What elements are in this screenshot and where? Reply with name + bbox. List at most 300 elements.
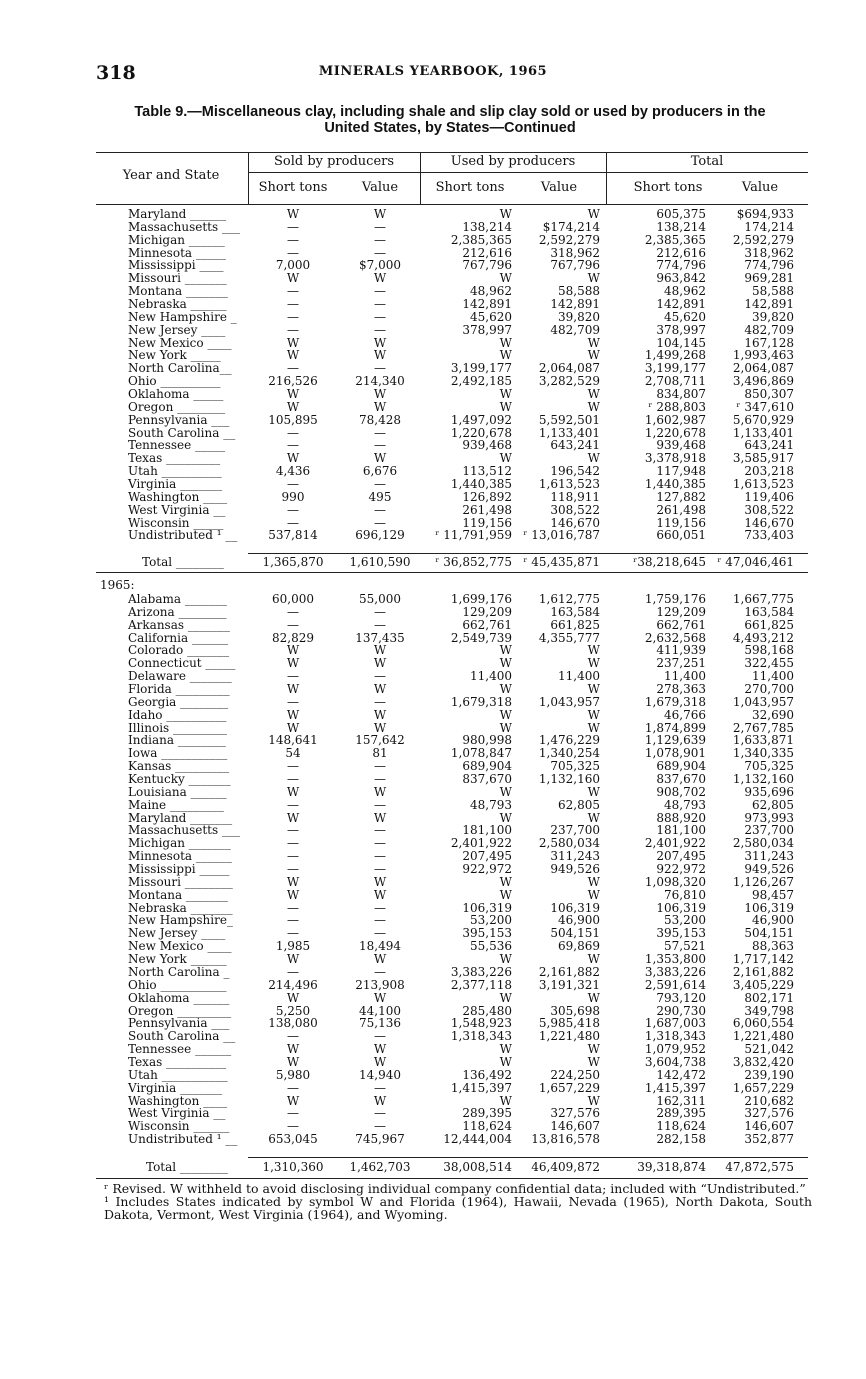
state-name: Pennsylvania ___ bbox=[128, 1016, 230, 1031]
cell: 2,767,785 bbox=[732, 720, 794, 735]
cell: 48,793 bbox=[664, 797, 706, 812]
cell: 662,761 bbox=[656, 617, 706, 632]
cell: 224,250 bbox=[550, 1067, 600, 1082]
cell: W bbox=[587, 990, 600, 1005]
cell: W bbox=[499, 874, 512, 889]
table-row bbox=[0, 414, 866, 427]
table-row bbox=[0, 208, 866, 221]
cell: 802,171 bbox=[744, 990, 794, 1005]
cell: W bbox=[373, 387, 387, 402]
cell: 3,378,918 bbox=[644, 451, 706, 466]
cell: 38,008,514 bbox=[443, 1160, 512, 1174]
table-title-line-1: Table 9.—Miscellaneous clay, including shale and slip clay sold or used by producers in the bbox=[134, 104, 766, 120]
cell: W bbox=[587, 387, 600, 402]
group-header-total: Total bbox=[690, 154, 724, 169]
cell: 142,472 bbox=[656, 1067, 706, 1082]
cell: 62,805 bbox=[752, 797, 794, 812]
cell: 378,997 bbox=[462, 322, 512, 337]
cell: W bbox=[373, 720, 387, 735]
cell: — bbox=[374, 862, 386, 877]
cell: 106,319 bbox=[462, 900, 512, 915]
cell: 318,962 bbox=[744, 245, 794, 260]
cell: 142,891 bbox=[656, 297, 706, 312]
cell: 213,908 bbox=[355, 977, 405, 992]
cell: 3,199,177 bbox=[644, 361, 706, 376]
state-name: Tennessee _____ bbox=[128, 438, 226, 453]
state-name: South Carolina __ bbox=[128, 425, 236, 440]
cell: 162,311 bbox=[656, 1093, 706, 1108]
cell: — bbox=[287, 1080, 299, 1095]
cell: — bbox=[374, 797, 386, 812]
cell: W bbox=[587, 784, 600, 799]
cell: 1,613,523 bbox=[732, 477, 794, 492]
cell: 14,940 bbox=[359, 1067, 401, 1082]
table-row bbox=[0, 529, 866, 542]
cell: 11,400 bbox=[752, 669, 794, 684]
cell: 48,793 bbox=[470, 797, 512, 812]
cell: — bbox=[287, 849, 299, 864]
cell: 181,100 bbox=[656, 823, 706, 838]
cell: 3,383,226 bbox=[450, 964, 512, 979]
cell: 1,133,401 bbox=[538, 425, 600, 440]
cell: — bbox=[374, 502, 386, 517]
cell: 237,251 bbox=[656, 656, 706, 671]
cell: — bbox=[287, 926, 299, 941]
state-name: Wisconsin _____ bbox=[128, 515, 224, 530]
cell: 2,708,711 bbox=[644, 374, 706, 389]
cell: — bbox=[374, 515, 386, 530]
cell: W bbox=[499, 643, 512, 658]
cell: 327,576 bbox=[744, 1106, 794, 1121]
cell: W bbox=[587, 348, 600, 363]
cell: 1,687,003 bbox=[644, 1016, 706, 1031]
state-name: Nebraska _______ bbox=[128, 900, 233, 915]
cell: 1,759,176 bbox=[644, 592, 706, 606]
cell: 46,900 bbox=[558, 913, 600, 928]
cell: — bbox=[374, 322, 386, 337]
cell: 106,319 bbox=[550, 900, 600, 915]
cell: 146,607 bbox=[744, 1119, 794, 1134]
cell: 2,492,185 bbox=[450, 374, 512, 389]
cell: 1,415,397 bbox=[450, 1080, 512, 1095]
page-number: 318 bbox=[96, 62, 136, 84]
cell: W bbox=[373, 682, 387, 697]
state-name: Florida _________ bbox=[128, 682, 230, 697]
cell: 47,872,575 bbox=[725, 1160, 794, 1174]
cell: 3,604,738 bbox=[644, 1054, 706, 1069]
cell: 3,585,917 bbox=[732, 451, 794, 466]
state-name: Wisconsin ______ bbox=[128, 1119, 230, 1134]
cell: W bbox=[286, 990, 300, 1005]
cell: 1,633,871 bbox=[732, 733, 794, 748]
state-name: New York ______ bbox=[128, 952, 227, 967]
cell: W bbox=[286, 348, 300, 363]
state-name: Kentucky _______ bbox=[128, 772, 231, 787]
table-top-rule bbox=[96, 152, 808, 153]
cell: W bbox=[373, 887, 387, 902]
cell: 653,045 bbox=[268, 1132, 318, 1147]
table-row bbox=[0, 491, 866, 504]
cell: 605,375 bbox=[656, 207, 706, 221]
cell: — bbox=[287, 438, 299, 453]
cell: 142,891 bbox=[744, 297, 794, 312]
cell: W bbox=[499, 335, 512, 350]
cell: 327,576 bbox=[550, 1106, 600, 1121]
cell: W bbox=[286, 707, 300, 722]
state-name: Montana _______ bbox=[128, 284, 228, 299]
state-name: Maryland ______ bbox=[128, 207, 227, 221]
cell: W bbox=[587, 720, 600, 735]
cell: — bbox=[374, 913, 386, 928]
cell: 207,495 bbox=[656, 849, 706, 864]
cell: W bbox=[499, 990, 512, 1005]
cell: 55,536 bbox=[470, 939, 512, 954]
cell: 4,436 bbox=[275, 464, 311, 479]
cell: 11,400 bbox=[558, 669, 600, 684]
cell: 46,900 bbox=[752, 913, 794, 928]
cell: — bbox=[287, 964, 299, 979]
cell: 1,874,899 bbox=[644, 720, 706, 735]
cell: 7,000 bbox=[275, 258, 311, 273]
cell: 482,709 bbox=[744, 322, 794, 337]
state-name: Montana _______ bbox=[128, 887, 228, 902]
cell: 378,997 bbox=[656, 322, 706, 337]
table-row bbox=[0, 889, 866, 902]
cell: 1,657,229 bbox=[732, 1080, 794, 1095]
cell: 6,676 bbox=[362, 464, 398, 479]
year-label: 1965: bbox=[100, 578, 135, 592]
cell: W bbox=[286, 387, 300, 402]
cell: 1,613,523 bbox=[538, 477, 600, 492]
state-name: West Virginia __ bbox=[128, 1106, 226, 1121]
cell: 834,807 bbox=[656, 387, 706, 402]
cell: W bbox=[499, 784, 512, 799]
section-divider-rule bbox=[96, 572, 808, 573]
cell: 4,493,212 bbox=[732, 630, 794, 645]
cell: 289,395 bbox=[656, 1106, 706, 1121]
cell: 1,985 bbox=[275, 939, 311, 954]
cell: 237,700 bbox=[744, 823, 794, 838]
cell: 119,406 bbox=[744, 489, 794, 504]
cell: 82,829 bbox=[272, 630, 314, 645]
cell: — bbox=[374, 438, 386, 453]
section-1965 bbox=[0, 593, 866, 1146]
cell: W bbox=[587, 399, 600, 414]
cell: 5,985,418 bbox=[538, 1016, 600, 1031]
cell: 939,468 bbox=[656, 438, 706, 453]
state-name: New York _____ bbox=[128, 348, 221, 363]
cell: 1,221,480 bbox=[538, 1029, 600, 1044]
cell: 214,340 bbox=[355, 374, 405, 389]
table-row bbox=[0, 966, 866, 979]
cell: 482,709 bbox=[550, 322, 600, 337]
cell: 661,825 bbox=[744, 617, 794, 632]
cell: 1,699,176 bbox=[450, 592, 512, 606]
cell: W bbox=[286, 271, 300, 286]
cell: W bbox=[373, 990, 387, 1005]
state-name: New Jersey ____ bbox=[128, 322, 226, 337]
cell: 113,512 bbox=[462, 464, 512, 479]
cell: 106,319 bbox=[744, 900, 794, 915]
cell: 774,796 bbox=[656, 258, 706, 273]
cell: — bbox=[374, 232, 386, 247]
cell: 270,700 bbox=[744, 682, 794, 697]
cell: 5,670,929 bbox=[732, 412, 794, 427]
cell: — bbox=[287, 694, 299, 709]
table-row bbox=[0, 1043, 866, 1056]
state-name: Oklahoma _____ bbox=[128, 387, 224, 402]
cell: 181,100 bbox=[462, 823, 512, 838]
cell: ʳ 11,791,959 bbox=[435, 528, 512, 543]
cell: 908,702 bbox=[656, 784, 706, 799]
cell: — bbox=[287, 617, 299, 632]
cell: 939,468 bbox=[462, 438, 512, 453]
table-row bbox=[0, 478, 866, 491]
state-name: Connecticut _____ bbox=[128, 656, 236, 671]
cell: — bbox=[374, 477, 386, 492]
cell: 12,444,004 bbox=[443, 1132, 512, 1147]
cell: — bbox=[374, 297, 386, 312]
cell: — bbox=[287, 759, 299, 774]
cell: — bbox=[287, 515, 299, 530]
cell: — bbox=[287, 1029, 299, 1044]
cell: 1,310,360 bbox=[262, 1160, 324, 1174]
cell: W bbox=[286, 643, 300, 658]
cell: — bbox=[374, 361, 386, 376]
cell: W bbox=[499, 810, 512, 825]
cell: 1,318,343 bbox=[644, 1029, 706, 1044]
cell: — bbox=[287, 669, 299, 684]
cell: W bbox=[587, 656, 600, 671]
cell: W bbox=[499, 271, 512, 286]
cell: 1,078,847 bbox=[450, 746, 512, 761]
cell: — bbox=[287, 797, 299, 812]
cell: ʳ 347,610 bbox=[736, 399, 794, 414]
cell: 689,904 bbox=[462, 759, 512, 774]
cell: 733,403 bbox=[744, 528, 794, 543]
cell: 1,657,229 bbox=[538, 1080, 600, 1095]
cell: — bbox=[287, 862, 299, 877]
cell: W bbox=[373, 1093, 387, 1108]
cell: 142,891 bbox=[462, 297, 512, 312]
footnotes bbox=[104, 1182, 812, 1221]
section-1965-total bbox=[0, 1161, 866, 1174]
cell: W bbox=[373, 399, 387, 414]
state-name: Mississippi _____ bbox=[128, 862, 230, 877]
state-name: Texas _________ bbox=[128, 451, 221, 466]
state-name: Colorado _______ bbox=[128, 643, 230, 658]
table-row bbox=[0, 1133, 866, 1146]
cell: 196,542 bbox=[550, 464, 600, 479]
cell: 105,895 bbox=[268, 412, 318, 427]
cell: W bbox=[286, 335, 300, 350]
cell: 214,496 bbox=[268, 977, 318, 992]
cell: 3,282,529 bbox=[538, 374, 600, 389]
state-name: Illinois _________ bbox=[128, 720, 228, 735]
cell: — bbox=[287, 823, 299, 838]
cell: 163,584 bbox=[550, 604, 600, 619]
state-name: Massachusetts ___ bbox=[128, 219, 240, 234]
cell: — bbox=[374, 694, 386, 709]
state-name: Tennessee ______ bbox=[128, 1042, 232, 1057]
table-row bbox=[0, 619, 866, 632]
cell: 60,000 bbox=[272, 592, 314, 606]
state-name: Michigan ______ bbox=[128, 232, 225, 247]
cell: 290,730 bbox=[656, 1003, 706, 1018]
cell: W bbox=[587, 1093, 600, 1108]
cell: 11,400 bbox=[664, 669, 706, 684]
cell: 1,078,901 bbox=[644, 746, 706, 761]
state-name: New Mexico ____ bbox=[128, 939, 232, 954]
cell: W bbox=[373, 952, 387, 967]
cell: W bbox=[373, 207, 387, 221]
cell: 2,580,034 bbox=[732, 836, 794, 851]
cell: W bbox=[373, 451, 387, 466]
table-row bbox=[0, 221, 866, 234]
cell: 32,690 bbox=[752, 707, 794, 722]
cell: 3,496,869 bbox=[732, 374, 794, 389]
cell: 1,679,318 bbox=[644, 694, 706, 709]
cell: $7,000 bbox=[359, 258, 401, 273]
cell: 1,602,987 bbox=[644, 412, 706, 427]
cell: 705,325 bbox=[550, 759, 600, 774]
cell: W bbox=[587, 643, 600, 658]
cell: 305,698 bbox=[550, 1003, 600, 1018]
cell: 922,972 bbox=[656, 862, 706, 877]
cell: 411,939 bbox=[656, 643, 706, 658]
cell: 58,588 bbox=[752, 284, 794, 299]
section-previous-year bbox=[0, 208, 866, 542]
cell: 318,962 bbox=[550, 245, 600, 260]
state-name: Georgia ________ bbox=[128, 694, 229, 709]
cell: W bbox=[373, 335, 387, 350]
cell: 1,353,800 bbox=[644, 952, 706, 967]
cell: 1,993,463 bbox=[732, 348, 794, 363]
cell: W bbox=[286, 682, 300, 697]
cell: 46,409,872 bbox=[531, 1160, 600, 1174]
cell: 75,136 bbox=[359, 1016, 401, 1031]
cell: W bbox=[499, 387, 512, 402]
state-name: North Carolina _ bbox=[128, 964, 230, 979]
cell: 395,153 bbox=[656, 926, 706, 941]
table-row bbox=[0, 876, 866, 889]
cell: 662,761 bbox=[462, 617, 512, 632]
cell: — bbox=[374, 900, 386, 915]
cell: — bbox=[287, 425, 299, 440]
state-name: Iowa ___________ bbox=[128, 746, 228, 761]
cell: W bbox=[286, 656, 300, 671]
table-row bbox=[0, 234, 866, 247]
state-name: South Carolina __ bbox=[128, 1029, 236, 1044]
cell: 850,307 bbox=[744, 387, 794, 402]
state-name: Arkansas _______ bbox=[128, 617, 230, 632]
state-name: Nebraska ______ bbox=[128, 297, 227, 312]
table-row bbox=[0, 1069, 866, 1082]
cell: W bbox=[286, 451, 300, 466]
cell: 45,620 bbox=[470, 309, 512, 324]
cell: — bbox=[287, 900, 299, 915]
cell: — bbox=[374, 964, 386, 979]
total-label: Total ________ bbox=[146, 1160, 228, 1174]
cell: 261,498 bbox=[656, 502, 706, 517]
cell: 167,128 bbox=[744, 335, 794, 350]
cell: 1,132,160 bbox=[538, 772, 600, 787]
cell: 1,499,268 bbox=[644, 348, 706, 363]
cell: 2,592,279 bbox=[732, 232, 794, 247]
cell: — bbox=[287, 322, 299, 337]
cell: 146,670 bbox=[744, 515, 794, 530]
cell: — bbox=[374, 617, 386, 632]
cell: — bbox=[287, 284, 299, 299]
cell: 837,670 bbox=[656, 772, 706, 787]
cell: 3,405,229 bbox=[732, 977, 794, 992]
cell: 69,869 bbox=[558, 939, 600, 954]
cell: W bbox=[587, 952, 600, 967]
cell: 53,200 bbox=[664, 913, 706, 928]
cell: 76,810 bbox=[664, 887, 706, 902]
cell: 5,980 bbox=[275, 1067, 311, 1082]
cell: 2,064,087 bbox=[732, 361, 794, 376]
cell: 48,962 bbox=[664, 284, 706, 299]
cell: 104,145 bbox=[656, 335, 706, 350]
state-name: Massachusetts ___ bbox=[128, 823, 240, 838]
state-name: Idaho __________ bbox=[128, 707, 227, 722]
cell: 935,696 bbox=[744, 784, 794, 799]
cell: 1,365,870 bbox=[262, 555, 324, 569]
cell: — bbox=[287, 477, 299, 492]
cell: 163,584 bbox=[744, 604, 794, 619]
cell: ʳ 45,435,871 bbox=[523, 555, 600, 569]
cell: W bbox=[499, 1042, 512, 1057]
cell: 138,080 bbox=[268, 1016, 318, 1031]
cell: 1,440,385 bbox=[644, 477, 706, 492]
cell: W bbox=[587, 207, 600, 221]
cell: W bbox=[373, 1054, 387, 1069]
cell: 142,891 bbox=[550, 297, 600, 312]
cell: 106,319 bbox=[656, 900, 706, 915]
cell: 1,133,401 bbox=[732, 425, 794, 440]
cell: 1,415,397 bbox=[644, 1080, 706, 1095]
cell: — bbox=[287, 297, 299, 312]
cell: 212,616 bbox=[462, 245, 512, 260]
cell: 1,220,678 bbox=[450, 425, 512, 440]
cell: 53,200 bbox=[470, 913, 512, 928]
cell: 2,385,365 bbox=[644, 232, 706, 247]
cell: 55,000 bbox=[359, 592, 401, 606]
cell: W bbox=[587, 810, 600, 825]
cell: ʳ 36,852,775 bbox=[435, 555, 512, 569]
cell: 203,218 bbox=[744, 464, 794, 479]
cell: 311,243 bbox=[550, 849, 600, 864]
group-header-sold: Sold by producers bbox=[273, 154, 395, 169]
table-row bbox=[0, 593, 866, 606]
cell: W bbox=[499, 399, 512, 414]
cell: — bbox=[374, 1119, 386, 1134]
cell: 660,051 bbox=[656, 528, 706, 543]
cell: — bbox=[374, 309, 386, 324]
cell: W bbox=[587, 682, 600, 697]
state-name: Oregon ________ bbox=[128, 399, 226, 414]
cell: W bbox=[373, 643, 387, 658]
cell: 774,796 bbox=[744, 258, 794, 273]
cell: 689,904 bbox=[656, 759, 706, 774]
cell: 2,549,739 bbox=[450, 630, 512, 645]
cell: 1,221,480 bbox=[732, 1029, 794, 1044]
cell: 504,151 bbox=[550, 926, 600, 941]
cell: W bbox=[499, 707, 512, 722]
cell: W bbox=[499, 451, 512, 466]
cell: 117,948 bbox=[656, 464, 706, 479]
